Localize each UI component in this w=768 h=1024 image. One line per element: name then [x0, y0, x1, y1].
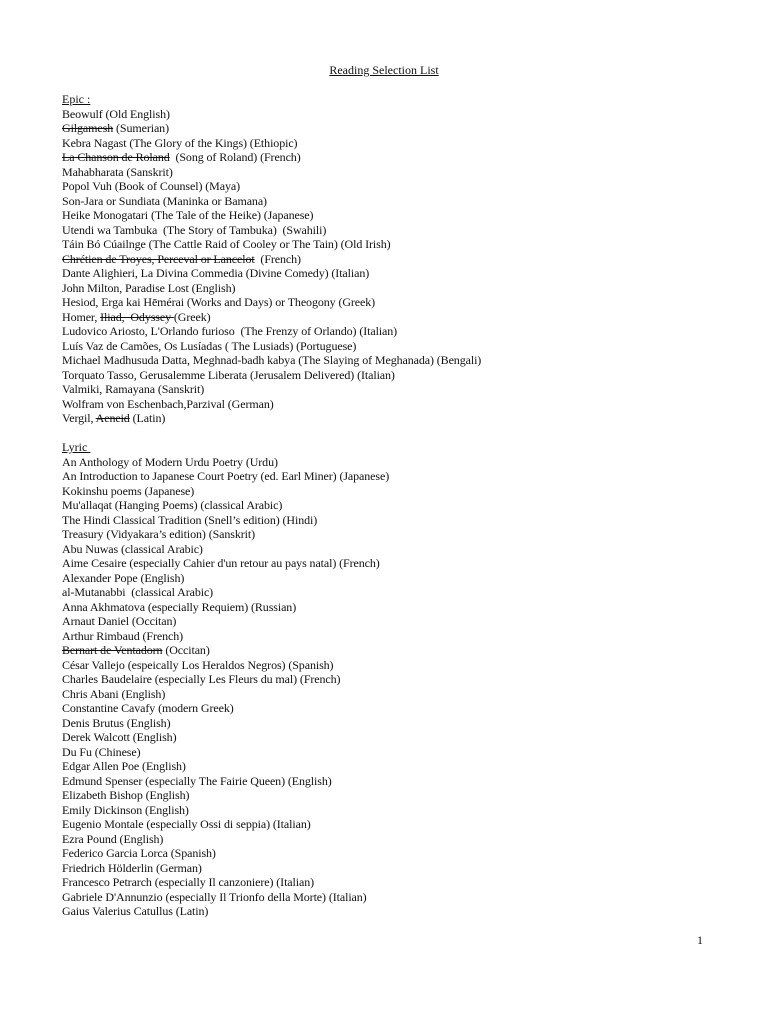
entry-text: Derek Walcott (English)	[62, 730, 177, 744]
entry-text: An Anthology of Modern Urdu Poetry (Urdu)	[62, 454, 278, 469]
list-item	[62, 121, 742, 136]
list-item	[62, 382, 742, 397]
list-item	[62, 368, 742, 383]
list-item	[62, 194, 742, 209]
list-item	[62, 817, 742, 832]
entry-text: The Hindi Classical Tradition (Snell’s edition) (Hindi)	[62, 512, 318, 527]
list-item	[62, 600, 742, 615]
entry-text: Abu Nuwas (classical Arabic)	[62, 541, 203, 556]
list-item	[62, 353, 742, 368]
entry-text: Popol Vuh (Book of Counsel) (Maya)	[62, 179, 240, 193]
entry-text: Anna Akhmatova (especially Requiem) (Russian)	[62, 599, 297, 614]
list-item	[62, 614, 742, 629]
list-item	[62, 687, 742, 702]
entry-text: Gabriele D'Annunzio (especially Il Trionfo della Morte) (Italian)	[62, 889, 367, 904]
list-item	[62, 585, 742, 600]
list-item	[62, 658, 742, 673]
page-number: 1	[697, 933, 703, 947]
lyric-section	[62, 440, 742, 919]
entry-text: Federico Garcia Lorca (Spanish)	[62, 846, 216, 860]
entry-text: Wolfram von Eschenbach,Parzival (German)	[62, 396, 274, 411]
page-title: Reading Selection List	[329, 63, 439, 77]
entry-text: Valmiki, Ramayana (Sanskrit)	[62, 382, 205, 396]
section-heading-lyric: Lyric	[62, 440, 91, 454]
entry-text: Denis Brutus (English)	[62, 715, 171, 730]
entry-text: Treasury (Vidyakara’s edition) (Sanskrit)	[62, 527, 256, 541]
list-item	[62, 107, 742, 122]
entry-text: Gaius Valerius Catullus (Latin)	[62, 904, 209, 918]
list-item	[62, 803, 742, 818]
list-item	[62, 484, 742, 499]
list-item	[62, 788, 742, 803]
struck-title: Gilgamesh	[62, 121, 114, 135]
entry-text: Emily Dickinson (English)	[62, 802, 189, 817]
list-item	[62, 179, 742, 194]
entry-text: Utendi wa Tambuka (The Story of Tambuka) (Swahili)	[62, 222, 327, 237]
entry-text: An Introduction to Japanese Court Poetry (ed. Earl Miner) (Japanese)	[62, 469, 390, 483]
list-item	[62, 774, 742, 789]
list-item	[62, 150, 742, 165]
list-item	[62, 469, 742, 484]
entry-text: (Greek)	[173, 309, 211, 324]
entry-text: Hesiod, Erga kai Hēmérai (Works and Days) or Theogony (Greek)	[62, 295, 376, 309]
list-item	[62, 310, 742, 325]
epic-section	[62, 92, 742, 426]
entry-text: Friedrich Hölderlin (German)	[62, 860, 202, 875]
list-item	[62, 223, 742, 238]
entry-text: Michael Madhusuda Datta, Meghnad-badh kabya (The Slaying of Meghanada) (Bengali)	[62, 353, 482, 367]
entry-text: Beowulf (Old English)	[62, 106, 170, 121]
list-item	[62, 527, 742, 542]
list-item	[62, 165, 742, 180]
list-item	[62, 237, 742, 252]
epic-list	[62, 107, 742, 426]
list-item	[62, 542, 742, 557]
entry-text: Arthur Rimbaud (French)	[62, 628, 184, 643]
entry-text: Edmund Spenser (especially The Fairie Queen) (English)	[62, 773, 332, 788]
entry-text: Arnaut Daniel (Occitan)	[62, 614, 177, 628]
list-item	[62, 890, 742, 905]
list-item	[62, 252, 742, 267]
list-item	[62, 629, 742, 644]
list-item	[62, 745, 742, 760]
entry-text: Elizabeth Bishop (English)	[62, 788, 190, 802]
entry-text: Francesco Petrarch (especially Il canzoniere) (Italian)	[62, 875, 315, 889]
entry-text: Dante Alighieri, La Divina Commedia (Divine Comedy) (Italian)	[62, 266, 370, 280]
list-item	[62, 846, 742, 861]
list-item	[62, 295, 742, 310]
entry-text: (Song of Roland) (French)	[169, 150, 301, 164]
struck-title: Chrétien de Troyes, Perceval or Lancelot	[62, 251, 255, 266]
section-heading-epic: Epic :	[62, 92, 91, 106]
list-item	[62, 411, 742, 426]
list-item	[62, 281, 742, 296]
list-item	[62, 498, 742, 513]
struck-title: Aeneid	[95, 411, 130, 425]
entry-text: Du Fu (Chinese)	[62, 744, 141, 759]
entry-text: Heike Monogatari (The Tale of the Heike) (Japanese)	[62, 208, 314, 222]
list-item	[62, 208, 742, 223]
entry-text: Chris Abani (English)	[62, 686, 166, 701]
list-item	[62, 571, 742, 586]
list-item	[62, 266, 742, 281]
struck-title: Iliad, Odyssey	[100, 309, 174, 324]
list-item	[62, 556, 742, 571]
entry-text: Eugenio Montale (especially Ossi di seppia) (Italian)	[62, 817, 311, 831]
entry-text: (French)	[254, 251, 301, 266]
entry-text: Constantine Cavafy (modern Greek)	[62, 701, 234, 715]
entry-text: Ludovico Ariosto, L'Orlando furioso (The Frenzy of Orlando) (Italian)	[62, 324, 398, 338]
entry-text: Kebra Nagast (The Glory of the Kings) (Ethiopic)	[62, 135, 298, 150]
struck-title: Bernart de Ventadorn	[62, 643, 163, 657]
list-item	[62, 832, 742, 847]
list-item	[62, 759, 742, 774]
entry-text: Mu'allaqat (Hanging Poems) (classical Arabic)	[62, 498, 283, 512]
list-item	[62, 861, 742, 876]
entry-text: Mahabharata (Sanskrit)	[62, 164, 173, 179]
list-item	[62, 136, 742, 151]
list-item	[62, 904, 742, 919]
struck-title: La Chanson de Roland	[62, 150, 170, 164]
entry-text: Kokinshu poems (Japanese)	[62, 483, 195, 498]
list-item	[62, 339, 742, 354]
entry-text: Aime Cesaire (especially Cahier d'un retour au pays natal) (French)	[62, 556, 380, 570]
entry-text: (Occitan)	[162, 643, 210, 657]
entry-text: César Vallejo (espeically Los Heraldos Negros) (Spanish)	[62, 657, 334, 672]
entry-prefix: Homer,	[62, 309, 101, 324]
entry-text: Alexander Pope (English)	[62, 570, 185, 585]
list-item	[62, 324, 742, 339]
list-item	[62, 397, 742, 412]
list-item	[62, 455, 742, 470]
entry-prefix: Vergil,	[62, 411, 96, 425]
list-item	[62, 513, 742, 528]
lyric-list	[62, 455, 742, 919]
entry-text: al-Mutanabbi (classical Arabic)	[62, 585, 214, 599]
list-item	[62, 730, 742, 745]
entry-text: Charles Baudelaire (especially Les Fleurs du mal) (French)	[62, 672, 341, 686]
entry-text: Edgar Allen Poe (English)	[62, 759, 186, 773]
entry-text: Luís Vaz de Camões, Os Lusíadas ( The Lusiads) (Portuguese)	[62, 338, 357, 353]
list-item	[62, 716, 742, 731]
entry-text: Táin Bó Cúailnge (The Cattle Raid of Cooley or The Tain) (Old Irish)	[62, 237, 391, 251]
list-item	[62, 672, 742, 687]
entry-text: (Sumerian)	[113, 121, 169, 135]
entry-text: Ezra Pound (English)	[62, 831, 164, 846]
list-item	[62, 701, 742, 716]
list-item	[62, 875, 742, 890]
entry-text: John Milton, Paradise Lost (English)	[62, 280, 236, 295]
entry-text: (Latin)	[129, 411, 166, 425]
entry-text: Torquato Tasso, Gerusalemme Liberata (Jerusalem Delivered) (Italian)	[62, 367, 395, 382]
entry-text: Son-Jara or Sundiata (Maninka or Bamana)	[62, 193, 267, 208]
list-item	[62, 643, 742, 658]
